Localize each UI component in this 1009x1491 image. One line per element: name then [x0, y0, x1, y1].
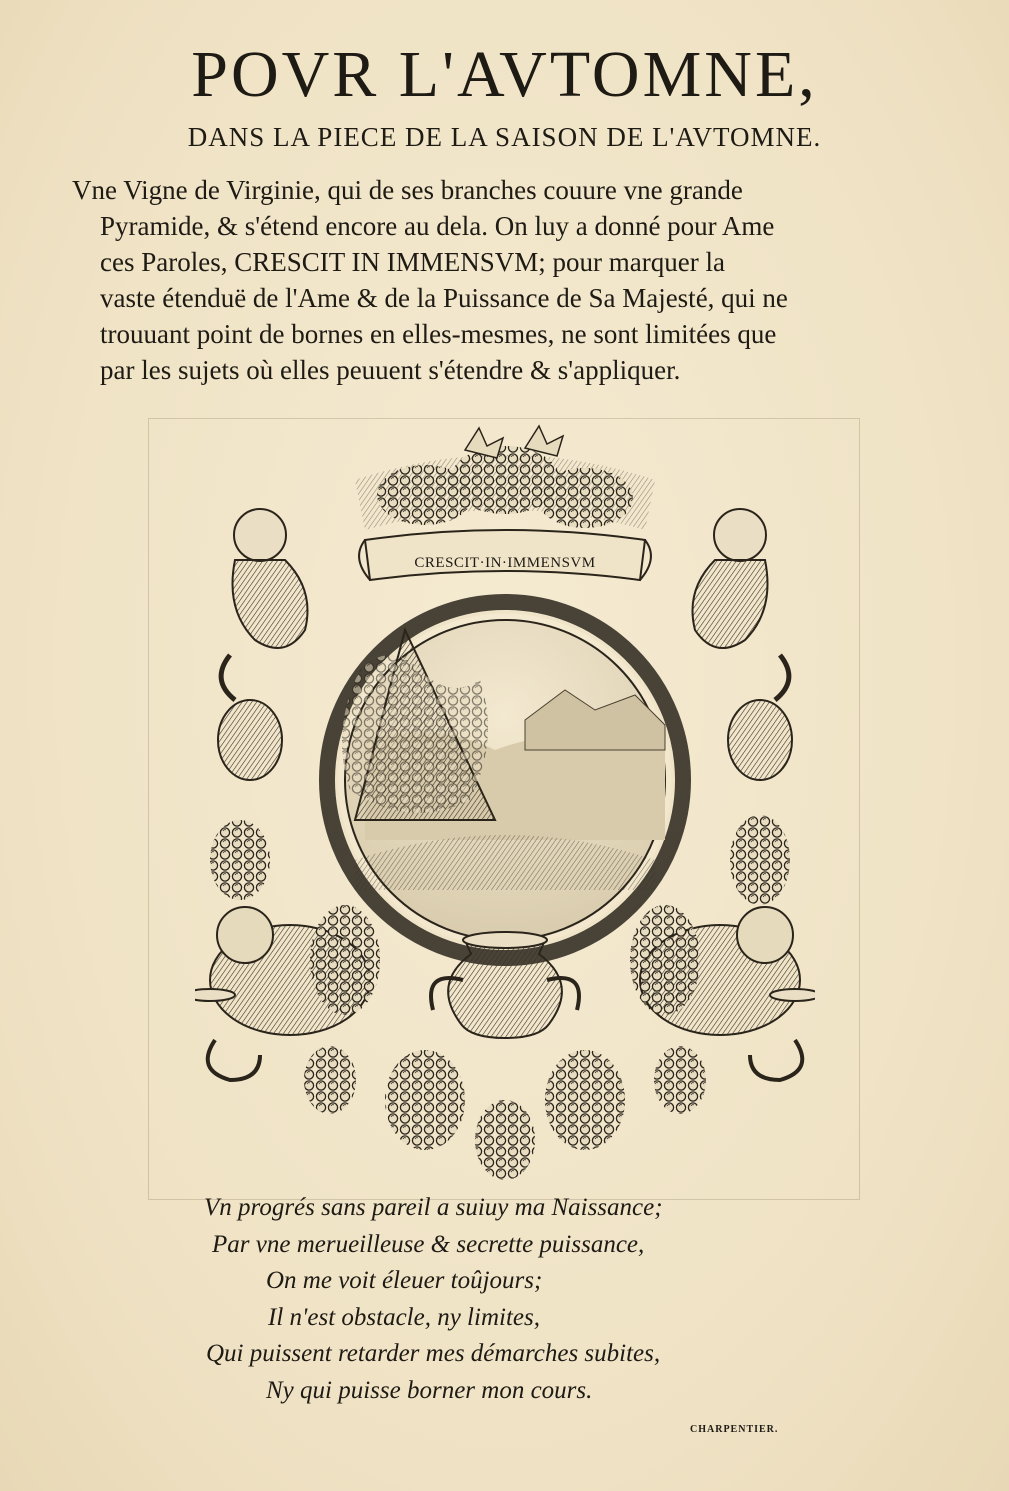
right-satyr-putto [693, 509, 768, 648]
description-paragraph [72, 172, 952, 388]
description-line: ces Paroles, CRESCIT IN IMMENSVM; pour marquer la [100, 247, 725, 277]
right-ram-head [728, 655, 792, 780]
emblem-engraving [195, 420, 815, 1190]
right-scroll [750, 1040, 802, 1080]
motto-text: CRESCIT·IN·IMMENSVM [414, 555, 596, 571]
description-line: trouuant point de bornes en elles-mesmes, ne sont limitées que [100, 319, 777, 349]
left-ram-head [218, 655, 282, 780]
description-line: vaste étenduë de l'Ame & de la Puissance de Sa Majesté, qui ne [100, 283, 788, 313]
engraver-signature: CHARPENTIER. [690, 1424, 779, 1435]
left-satyr-putto [233, 509, 308, 648]
description-line: par les sujets où elles peuuent s'étendre & s'appliquer. [100, 355, 681, 385]
page-title: POVR L'AVTOMNE, [191, 38, 818, 111]
poem-line: On me voit éleuer toûjours; [266, 1267, 543, 1294]
motto-banner [359, 530, 651, 580]
poem-line: Vn progrés sans pareil a suiuy ma Naissance; [204, 1194, 663, 1221]
poem-line: Ny qui puisse borner mon cours. [266, 1376, 593, 1404]
description-line: Vne Vigne de Virginie, qui de ses branches couure vne grande [72, 175, 743, 205]
poem [0, 1190, 1009, 1409]
page-subtitle: DANS LA PIECE DE LA SAISON DE L'AVTOMNE. [187, 122, 822, 152]
poem-line: Par vne merueilleuse & secrette puissance, [212, 1230, 645, 1258]
left-scroll [208, 1040, 260, 1080]
poem-line: Il n'est obstacle, ny limites, [268, 1303, 540, 1331]
description-line: Pyramide, & s'étend encore au dela. On luy a donné pour Ame [100, 211, 775, 241]
top-garland [355, 426, 655, 530]
poem-line: Qui puissent retarder mes démarches subites, [206, 1340, 661, 1367]
